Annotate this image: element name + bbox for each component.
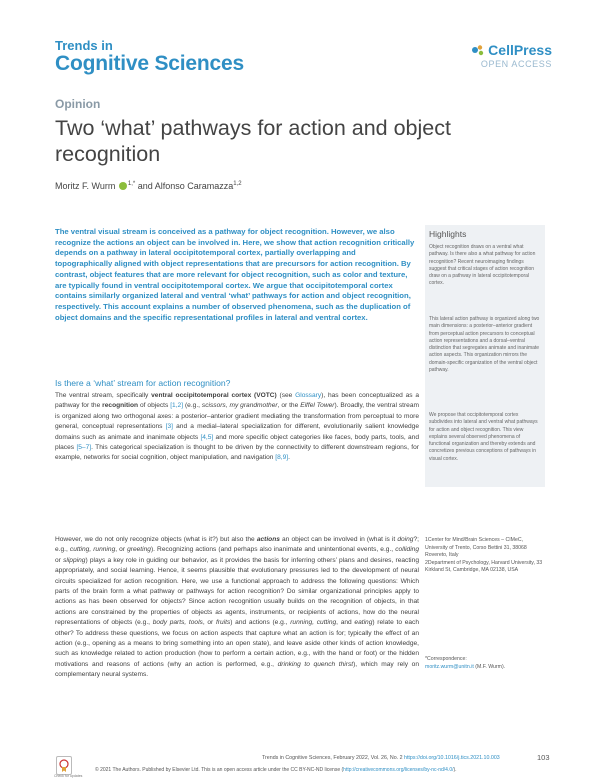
text-run: and more specific object categories like faces, body parts, tools, and places (55, 433, 419, 452)
logo-name: CellPress (488, 42, 552, 58)
highlights-box (425, 225, 545, 487)
highlight-item: We propose that occipitotemporal cortex subdivides into lateral and ventral what pathways for action and object recognition. This view explains several observed phenomena of functional organization and thereby extends and concretizes previous conceptions of pathways in visual cortex. (429, 412, 538, 462)
example-term: doing (397, 536, 414, 543)
text-run: of objects (138, 402, 171, 410)
citation-link[interactable]: [3] (165, 423, 173, 431)
author-1: Moritz F. Wurm (55, 181, 116, 191)
example-term: scissors, my grandmother (201, 402, 278, 410)
example-term: body parts, tools (152, 619, 203, 627)
glossary-link[interactable]: Glossary (295, 392, 322, 399)
update-ribbon-icon (57, 757, 71, 774)
glossary-term: actions (256, 536, 280, 543)
citation-link[interactable]: [1,2] (170, 402, 184, 410)
text-run: ), has been conceptualized as a pathway for the (55, 392, 419, 410)
check-for-updates-badge[interactable] (56, 756, 72, 775)
example-term: cutting, running (69, 546, 116, 554)
text-run: ), which may rely on complementary neural systems. (55, 660, 419, 679)
glossary-term: recognition (102, 402, 139, 410)
journal-name-line1: Trends in (55, 38, 113, 53)
article-type: Opinion (55, 97, 101, 111)
text-run: , or the (277, 402, 301, 410)
badge-label: Check for updates (54, 774, 83, 778)
text-run: . This categorical specialization is thought to be driven by the connectivity to different downstream regions, for example, networks for social cognition, object manipulation, and navigation (55, 444, 419, 462)
example-term: colliding (395, 546, 420, 554)
footer-journal: Trends in Cognitive Sciences, February 2022, Vol. 26, No. 2 (262, 755, 405, 761)
text-run: ). Recognizing actions (and perhaps also inanimate and unintentional events, e.g., (150, 546, 396, 554)
text-run: and a medial–lateral specialization for different, evolutionarily salient knowledge domains such as animate and inanimate objects (55, 423, 419, 441)
license-line (95, 767, 457, 773)
text-run: ?; e.g., (55, 536, 419, 554)
example-term: running, cutting (290, 619, 337, 627)
affiliation-1: 1Center for Mind/Brain Sciences – CIMeC, University of Trento, Corso Bettini 31, 38068 Rovereto, Italy (425, 537, 527, 559)
author-and: and (135, 181, 155, 191)
citation-link[interactable]: [8,9] (275, 454, 289, 462)
text-run: ). Broadly, the ventral stream is organized along two orthogonal axes: a posterior–anterior gradient mediating the transformation from perceptual to more general, conceptual representations (55, 402, 419, 431)
text-run: However, we do not only recognize objects (what is it?) but also the (55, 536, 257, 543)
correspondence-label: *Correspondence: (425, 656, 467, 662)
paragraph-2 (55, 535, 419, 681)
license-text: © 2021 The Authors. Published by Elsevier Ltd. This is an open access article under the CC BY-NC-ND license ( (95, 767, 344, 773)
text-run: (e.g., (183, 402, 202, 410)
text-run: . (288, 454, 290, 462)
text-run: ) and actions (e.g., (230, 619, 291, 627)
footer-citation (262, 755, 500, 761)
license-link[interactable]: http://creativecommons.org/licenses/by-nc-nd/4.0/ (343, 767, 454, 773)
text-run: ) relate to each other? To address these questions, we focus on action aspects that capture what an action is for; typically the effect of an action (e.g., opening as a means to bring something into an open state), and leave aside other kinds of action knowledge, such as knowledge related to action production (how to perform a certain action, e.g., with the hand or foot) or the hidden motivations and reasons of actions (why an action is performed, e.g., (55, 619, 419, 668)
glossary-term: ventral occipitotemporal cortex (VOTC) (151, 392, 277, 399)
cellpress-mark-icon (471, 44, 485, 56)
text-run: an object can be involved in (what is it (279, 536, 398, 543)
highlights-heading: Highlights (429, 229, 467, 239)
example-term: slipping (63, 556, 86, 564)
text-run: ) plays a key role in guiding our behavior, as it provides the basis for inferring others’ plans and desires, reacting appropriately, and social learning. Hence, it seems plausible that evolutionary pressures led to the development of neural circuits specialized for action recognition. Here, we use a functional approach to address the following questions: Which parts of the brain form a what pathway or pathways for action recognition? Do similar organizational principles apply to actions as has been observed for objects? Since action recognition usually builds on the recognition of objects, in that actions are constrained by the properties of objects as agents, instruments, or recipients of actions, how do the neural representations of objects (e.g., (55, 556, 419, 627)
doi-link[interactable]: https://doi.org/10.1016/j.tics.2021.10.003 (404, 755, 500, 761)
correspondence-name: (M.F. Wurm). (473, 663, 506, 670)
paragraph-1 (55, 391, 419, 464)
page-number: 103 (537, 753, 550, 762)
article-title: Two ‘what’ pathways for action and object recognition (55, 116, 451, 166)
section-heading: Is there a ‘what’ stream for action recognition? (55, 378, 231, 388)
text-run: , or (115, 546, 128, 554)
citation-link[interactable]: [4,5] (200, 433, 214, 441)
correspondence (425, 656, 545, 671)
author-1-affil: 1,* (127, 181, 136, 187)
affiliations (425, 537, 545, 575)
text-run: The ventral stream, specifically (55, 392, 152, 399)
open-access-label: OPEN ACCESS (480, 59, 552, 69)
highlight-item: Object recognition draws on a ventral what pathway. Is there also a what pathway for action recognition? Recent neuroimaging findings suggest that critical stages of action recognition draw on a pathway in lateral occipitotemporal cortex. (429, 244, 536, 287)
author-line (55, 181, 242, 191)
license-end: ). (453, 767, 457, 773)
author-2-affil: 1,2 (233, 181, 242, 187)
text-run: , and (336, 619, 355, 627)
text-run: or (55, 556, 64, 564)
orcid-icon[interactable] (119, 182, 127, 190)
text-run: , or (202, 619, 216, 627)
abstract: The ventral visual stream is conceived as a pathway for object recognition. However, we also recognize the actions an object can be involved in. Here, we show that action recognition critically depends on a pathway in lateral occipitotemporal cortex, partially overlapping and topographically aligned with object representations that are precursors for action recognition. By contrast, object features that are more relevant for object recognition, such as color and texture, are typically found in ventral occipitotemporal cortex. We argue that occipitotemporal cortex contains similarly organized lateral and ventral ‘what’ pathways for action and object recognition, respectively. This account explains a number of observed phenomena, such as the duplication of object domains and the specific representational profiles in lateral and ventral cortex. (55, 227, 415, 322)
author-2: Alfonso Caramazza (154, 181, 234, 191)
example-term: greeting (127, 546, 151, 554)
citation-link[interactable]: [5–7] (76, 444, 92, 452)
example-term: fruits (215, 619, 231, 627)
example-term: Eiffel Tower (300, 402, 335, 410)
highlight-item: This lateral action pathway is organized along two main dimensions: a posterior–anterior gradient from perceptual action precursors to conceptual action representations and a dorsal–ventral distinction that segregates animate and inanimate action aspects. This organization mirrors the domain-specific organization of the ventral object pathway. (429, 316, 540, 374)
email-link[interactable]: moritz.wurm@unitn.it (425, 663, 474, 670)
example-term: eating (354, 619, 373, 627)
journal-name-line2: Cognitive Sciences (55, 52, 244, 75)
cellpress-logo[interactable] (471, 42, 552, 69)
example-term: drinking to quench thirst (277, 660, 354, 668)
text-run: (see (276, 392, 296, 399)
affiliation-2: 2Department of Psychology, Harvard University, 33 Kirkland St, Cambridge, MA 02138, USA (425, 559, 543, 574)
